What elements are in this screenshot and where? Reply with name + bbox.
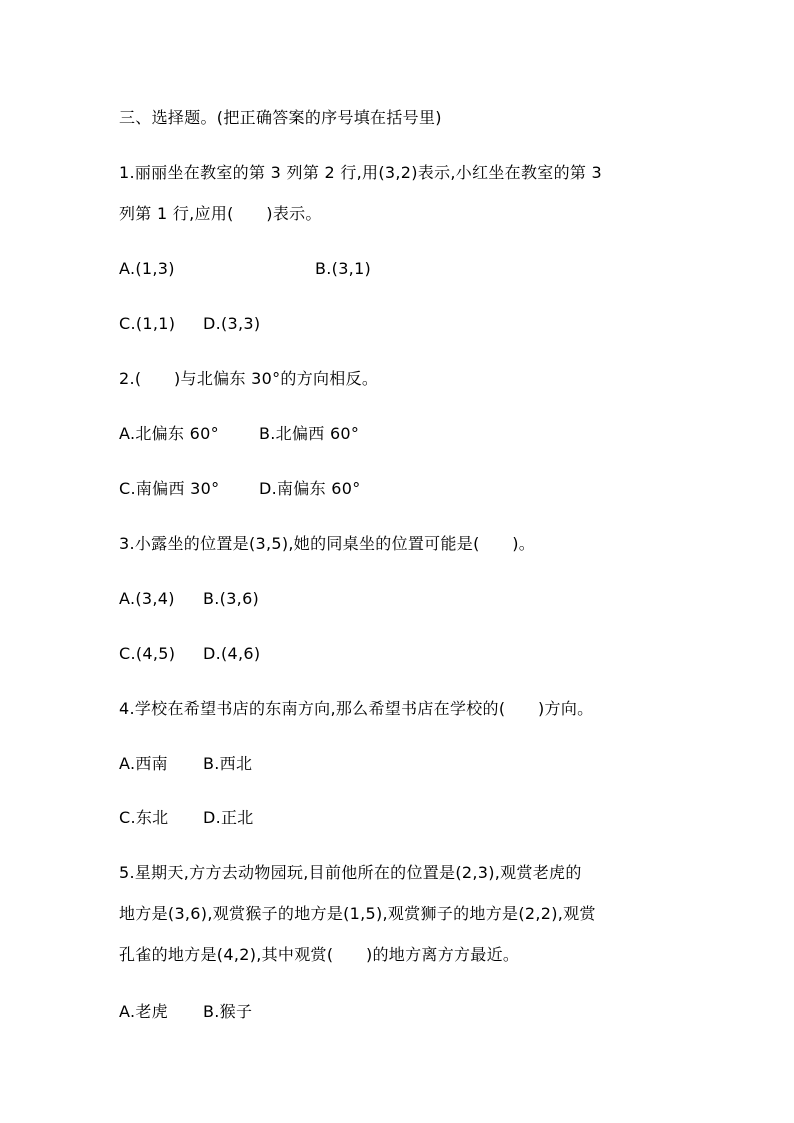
question-1-option-a: A.(1,3) bbox=[119, 259, 175, 278]
question-1-option-b: B.(3,1) bbox=[315, 259, 372, 278]
question-3-option-d: D.(4,6) bbox=[203, 644, 261, 663]
question-4-option-b: B.西北 bbox=[203, 754, 253, 773]
question-4-option-c: C.东北 bbox=[119, 808, 169, 827]
question-1-option-c: C.(1,1) bbox=[119, 314, 176, 333]
question-2-option-a: A.北偏东 60° bbox=[119, 424, 219, 443]
question-4-option-d: D.正北 bbox=[203, 808, 254, 827]
question-5-line-1: 5.星期天,方方去动物园玩,目前他所在的位置是(2,3),观赏老虎的 bbox=[119, 863, 582, 882]
question-2-option-d: D.南偏东 60° bbox=[259, 479, 361, 498]
question-3-line-1: 3.小露坐的位置是(3,5),她的同桌坐的位置可能是( )。 bbox=[119, 534, 536, 553]
question-2-option-b: B.北偏西 60° bbox=[259, 424, 360, 443]
question-2-line-1: 2.( )与北偏东 30°的方向相反。 bbox=[119, 369, 379, 388]
question-3-option-c: C.(4,5) bbox=[119, 644, 176, 663]
question-2-option-c: C.南偏西 30° bbox=[119, 479, 220, 498]
question-3-option-a: A.(3,4) bbox=[119, 589, 175, 608]
section-title: 三、选择题。(把正确答案的序号填在括号里) bbox=[119, 108, 442, 127]
question-1-option-d: D.(3,3) bbox=[203, 314, 261, 333]
question-3-option-b: B.(3,6) bbox=[203, 589, 260, 608]
question-5-option-a: A.老虎 bbox=[119, 1002, 168, 1021]
question-5-line-3: 孔雀的地方是(4,2),其中观赏( )的地方离方方最近。 bbox=[119, 945, 520, 964]
question-4-line-1: 4.学校在希望书店的东南方向,那么希望书店在学校的( )方向。 bbox=[119, 699, 594, 718]
question-5-option-b: B.猴子 bbox=[203, 1002, 253, 1021]
question-4-option-a: A.西南 bbox=[119, 754, 168, 773]
question-5-line-2: 地方是(3,6),观赏猴子的地方是(1,5),观赏狮子的地方是(2,2),观赏 bbox=[119, 904, 596, 923]
question-1-line-2: 列第 1 行,应用( )表示。 bbox=[119, 204, 322, 223]
question-1-line-1: 1.丽丽坐在教室的第 3 列第 2 行,用(3,2)表示,小红坐在教室的第 3 bbox=[119, 163, 603, 182]
